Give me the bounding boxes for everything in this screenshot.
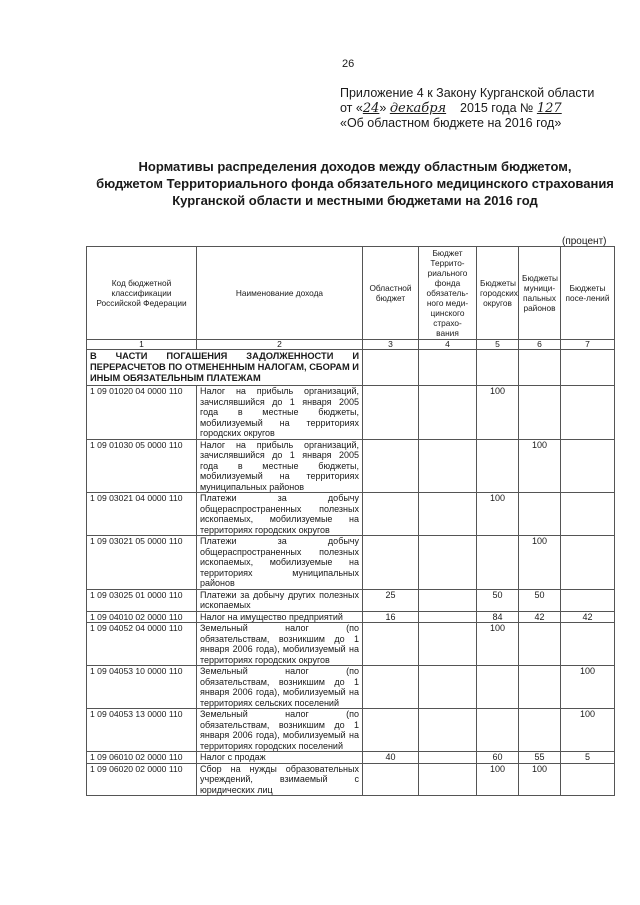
row-regional (363, 709, 419, 752)
row-name: Налог на прибыль организаций, зачислявшийся до 1 января 2005 года в местные бюджеты, мобилизуемый на территориях муниципальных районов (197, 439, 363, 493)
table-row (87, 589, 615, 611)
row-district: 42 (519, 611, 561, 623)
table-row (87, 493, 615, 536)
row-settlement: 42 (561, 611, 615, 623)
col-num: 3 (363, 340, 419, 350)
row-code: 1 09 03021 04 0000 110 (87, 493, 197, 536)
col-num: 2 (197, 340, 363, 350)
row-city: 100 (477, 386, 519, 440)
row-city (477, 439, 519, 493)
row-code: 1 09 03021 05 0000 110 (87, 536, 197, 590)
row-city (477, 666, 519, 709)
header-city: Бюджеты городских округов (477, 247, 519, 340)
title-line-1: Нормативы распределения доходов между областным бюджетом, (138, 159, 572, 174)
annex-date-quote: » (379, 101, 387, 115)
row-tfoms (419, 611, 477, 623)
row-name: Платежи за добычу других полезных ископаемых (197, 589, 363, 611)
header-row (87, 247, 615, 340)
table-row (87, 709, 615, 752)
header-regional: Областной бюджет (363, 247, 419, 340)
row-district (519, 666, 561, 709)
row-district (519, 386, 561, 440)
row-code: 1 09 06020 02 0000 110 (87, 763, 197, 796)
row-tfoms (419, 763, 477, 796)
row-regional (363, 623, 419, 666)
row-settlement: 100 (561, 666, 615, 709)
title-line-2: бюджетом Территориального фонда обязательного медицинского страхования (96, 176, 614, 191)
row-regional (363, 493, 419, 536)
header-tfoms: Бюджет Террито-риального фонда обязатель-ного меди-цинского страхо-вания (419, 247, 477, 340)
row-city: 100 (477, 763, 519, 796)
header-code: Код бюджетной классификации Российской Федерации (87, 247, 197, 340)
table-row (87, 439, 615, 493)
row-district: 100 (519, 763, 561, 796)
title-line-3: Курганской области и местными бюджетами на 2016 год (172, 193, 538, 208)
row-regional (363, 666, 419, 709)
row-district (519, 623, 561, 666)
row-regional (363, 439, 419, 493)
table-row (87, 752, 615, 764)
row-settlement (561, 536, 615, 590)
page-number: 26 (342, 58, 355, 70)
table-row (87, 536, 615, 590)
row-tfoms (419, 666, 477, 709)
table-row (87, 763, 615, 796)
row-tfoms (419, 493, 477, 536)
row-tfoms (419, 386, 477, 440)
row-city: 60 (477, 752, 519, 764)
row-name: Налог на имущество предприятий (197, 611, 363, 623)
row-settlement (561, 763, 615, 796)
row-name: Налог на прибыль организаций, зачислявшийся до 1 января 2005 года в местные бюджеты, мобилизуемый на территориях городских округов (197, 386, 363, 440)
empty-cell (561, 350, 615, 386)
row-tfoms (419, 439, 477, 493)
row-district: 50 (519, 589, 561, 611)
row-name: Земельный налог (по обязательствам, возникшим до 1 января 2006 года), мобилизуемый на территориях сельских поселений (197, 666, 363, 709)
row-regional (363, 386, 419, 440)
distribution-table (86, 246, 615, 796)
annex-month: декабря (389, 101, 447, 116)
row-code: 1 09 03025 01 0000 110 (87, 589, 197, 611)
row-settlement: 5 (561, 752, 615, 764)
annex-line-1: Приложение 4 к Закону Курганской области (340, 86, 595, 100)
row-city: 100 (477, 623, 519, 666)
row-tfoms (419, 536, 477, 590)
row-code: 1 09 04010 02 0000 110 (87, 611, 197, 623)
table-row (87, 666, 615, 709)
header-district: Бюджеты муници-пальных районов (519, 247, 561, 340)
row-district (519, 493, 561, 536)
column-number-row (87, 340, 615, 350)
row-settlement: 100 (561, 709, 615, 752)
row-regional: 40 (363, 752, 419, 764)
row-code: 1 09 06010 02 0000 110 (87, 752, 197, 764)
row-name: Земельный налог (по обязательствам, возникшим до 1 января 2006 года), мобилизуемый на территориях городских поселений (197, 709, 363, 752)
row-settlement (561, 623, 615, 666)
row-name: Платежи за добычу общераспространенных полезных ископаемых, мобилизуемые на территориях муниципальных районов (197, 536, 363, 590)
row-tfoms (419, 623, 477, 666)
row-code: 1 09 04053 10 0000 110 (87, 666, 197, 709)
col-num: 6 (519, 340, 561, 350)
annex-line-3: «Об областном бюджете на 2016 год» (340, 116, 562, 130)
row-tfoms (419, 589, 477, 611)
empty-cell (519, 350, 561, 386)
empty-cell (363, 350, 419, 386)
row-code: 1 09 01030 05 0000 110 (87, 439, 197, 493)
row-district: 100 (519, 536, 561, 590)
row-city: 50 (477, 589, 519, 611)
annex-line-2 (340, 101, 594, 116)
table-row (87, 611, 615, 623)
row-name: Сбор на нужды образовательных учреждений, взимаемый с юридических лиц (197, 763, 363, 796)
table-row (87, 623, 615, 666)
empty-cell (419, 350, 477, 386)
section-title: В ЧАСТИ ПОГАШЕНИЯ ЗАДОЛЖЕННОСТИ И ПЕРЕРАСЧЕТОВ ПО ОТМЕНЕННЫМ НАЛОГАМ, СБОРАМ И ИНЫМ ОБЯЗАТЕЛЬНЫМ ПЛАТЕЖАМ (87, 350, 363, 386)
row-regional (363, 763, 419, 796)
annex-year: 2015 года № (460, 101, 534, 115)
row-city: 100 (477, 493, 519, 536)
row-code: 1 09 04053 13 0000 110 (87, 709, 197, 752)
col-num: 4 (419, 340, 477, 350)
row-regional (363, 536, 419, 590)
annex-number: 127 (536, 101, 562, 116)
col-num: 1 (87, 340, 197, 350)
section-row (87, 350, 615, 386)
row-settlement (561, 493, 615, 536)
unit-label: (процент) (562, 236, 607, 247)
row-settlement (561, 439, 615, 493)
row-name: Налог с продаж (197, 752, 363, 764)
row-district: 100 (519, 439, 561, 493)
row-settlement (561, 589, 615, 611)
row-city (477, 709, 519, 752)
row-tfoms (419, 752, 477, 764)
annex-date-prefix: от « (340, 101, 363, 115)
col-num: 7 (561, 340, 615, 350)
row-code: 1 09 04052 04 0000 110 (87, 623, 197, 666)
annex-header (340, 86, 594, 131)
row-settlement (561, 386, 615, 440)
document-title (90, 158, 620, 209)
row-city (477, 536, 519, 590)
row-regional: 25 (363, 589, 419, 611)
row-name: Земельный налог (по обязательствам, возникшим до 1 января 2006 года), мобилизуемый на территориях городских округов (197, 623, 363, 666)
header-settlement: Бюджеты посе-лений (561, 247, 615, 340)
row-code: 1 09 01020 04 0000 110 (87, 386, 197, 440)
row-district: 55 (519, 752, 561, 764)
row-city: 84 (477, 611, 519, 623)
row-regional: 16 (363, 611, 419, 623)
row-name: Платежи за добычу общераспространенных полезных ископаемых, мобилизуемые на территориях городских округов (197, 493, 363, 536)
header-name: Наименование дохода (197, 247, 363, 340)
row-district (519, 709, 561, 752)
col-num: 5 (477, 340, 519, 350)
row-tfoms (419, 709, 477, 752)
annex-day: 24 (362, 101, 380, 116)
table-row (87, 386, 615, 440)
empty-cell (477, 350, 519, 386)
